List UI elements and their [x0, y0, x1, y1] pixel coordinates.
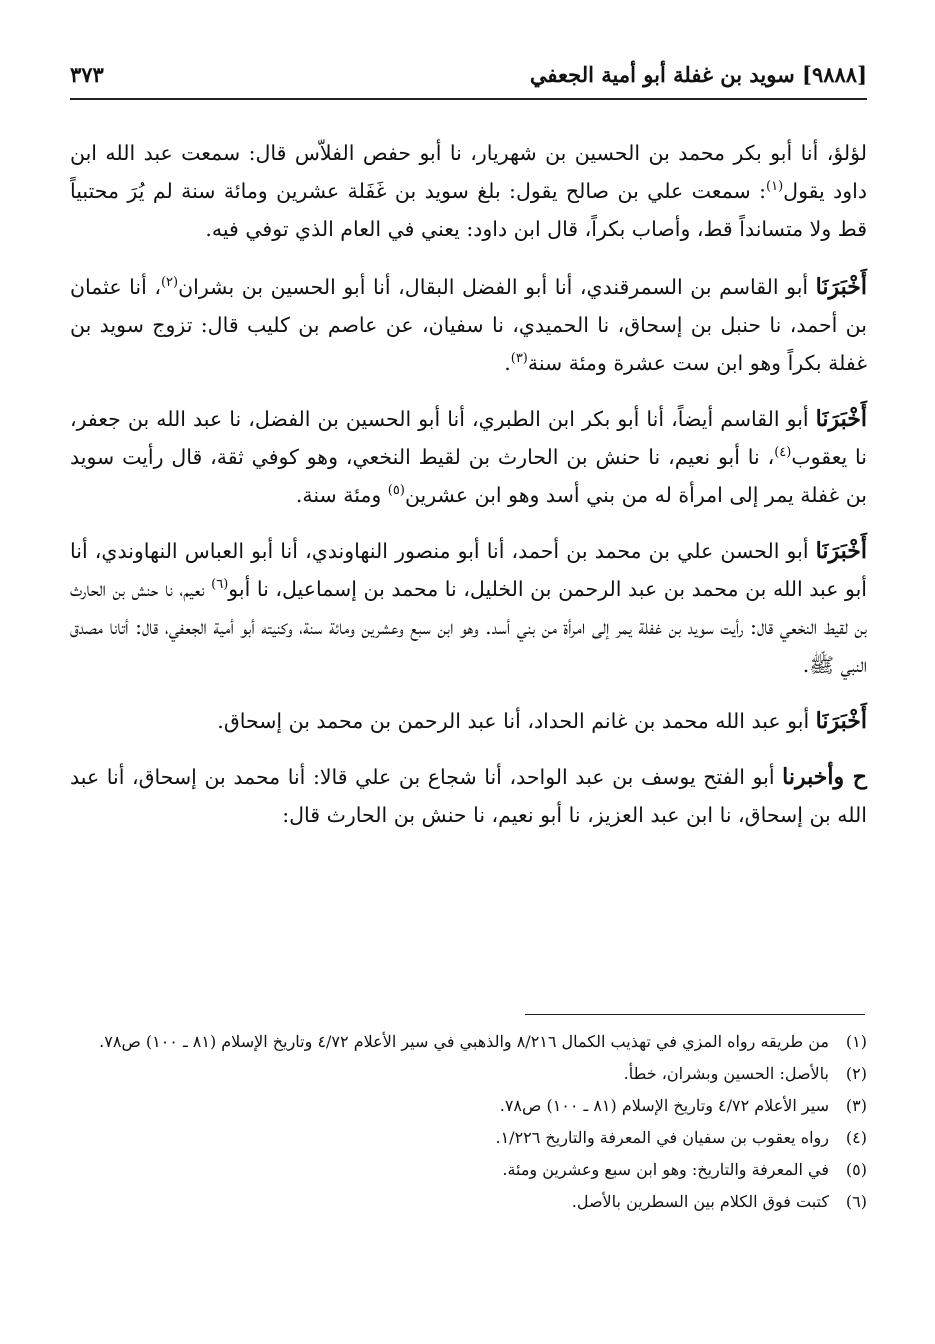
page-number: ٣٧٣: [70, 62, 104, 87]
footnote-text: رواه يعقوب بن سفيان في المعرفة والتاريخ ١/٢٢٦.: [495, 1128, 829, 1147]
footnote-text: بالأصل: الحسين وبشران، خطأ.: [623, 1064, 829, 1083]
footnote-ref: (٥): [387, 483, 405, 499]
paragraph-lead: أَخْبَرَنَا: [815, 708, 867, 734]
paragraph-lead: أَخْبَرَنَا: [815, 406, 867, 432]
running-header: [70, 62, 867, 96]
footnote-number: (٦): [845, 1192, 867, 1211]
footnote-text: سير الأعلام ٤/٧٢ وتاريخ الإسلام (٨١ ـ ١٠٠) ص٧٨.: [499, 1096, 829, 1115]
paragraph: [70, 268, 867, 382]
paragraph-text: أبو عبد الله محمد بن غانم الحداد، أنا عبد الرحمن بن محمد بن إسحاق.: [217, 709, 816, 733]
footnote: [70, 1092, 867, 1120]
footnote-number: (٢): [845, 1064, 867, 1083]
footnote: [70, 1188, 867, 1216]
paragraph-text: ، أنا عثمان بن أحمد، نا حنبل بن إسحاق، نا الحميدي، نا سفيان، عن عاصم بن كليب قال: تزوج سويد بن غفلة بكراً وهو ابن ست عشرة ومئة سنة: [70, 275, 867, 375]
footnote-ref: (٤): [774, 445, 792, 461]
paragraph-text: لؤلؤ، أنا أبو بكر محمد بن الحسين بن شهريار، نا أبو حفص الفلاّس قال: سمعت عبد الله ابن داود يقول: [70, 141, 867, 203]
paragraph-lead: أَخْبَرَنَا: [815, 538, 867, 564]
footnote: [70, 1028, 867, 1056]
footnote-rule: [525, 1014, 865, 1015]
paragraph-text: أبو القاسم أيضاً، أنا أبو بكر ابن الطبري، أنا أبو الحسين بن الفضل، نا عبد الله بن جعفر، نا يعقوب: [70, 407, 868, 469]
footnote-ref: (٦): [211, 577, 229, 593]
paragraph-text: ، نا أبو نعيم، نا حنش بن الحارث بن لقيط النخعي، وهو كوفي ثقة، قال رأيت سويد بن غفلة يمر إلى امرأة له من بني أسد وهو ابن عشرين: [70, 445, 867, 507]
paragraph-text: : سمعت علي بن صالح يقول: بلغ سويد بن غَفَلة عشرين ومائة سنة لم يُرَ محتبياً قط ولا متسانداً قط، وأصاب بكراً، قال ابن داود: يعني في العام الذي توفي فيه.: [70, 179, 867, 241]
footnote-ref: (٣): [510, 351, 528, 367]
footnotes: [70, 1028, 867, 1220]
paragraph-text: أبو الحسن علي بن محمد بن أحمد، أنا أبو منصور النهاوندي، أنا أبو العباس النهاوندي، أنا أبو عبد الله بن محمد بن عبد الرحمن بن الخليل، نا محمد بن إسماعيل، نا أبو: [70, 539, 867, 601]
footnote-number: (٥): [845, 1160, 867, 1179]
paragraph-lead: أَخْبَرَنَا: [815, 274, 867, 300]
footnote-text: كتبت فوق الكلام بين السطرين بالأصل.: [571, 1192, 829, 1211]
header-rule: [70, 98, 867, 100]
footnote-number: (١): [845, 1032, 867, 1051]
paragraph-text: .: [504, 351, 511, 375]
footnote-text: من طريقه رواه المزي في تهذيب الكمال ٨/٢١٦ والذهبي في سير الأعلام ٤/٧٢ وتاريخ الإسلام (٨١ ـ ١٠٠) ص٧٨.: [99, 1032, 829, 1051]
paragraph: [70, 532, 867, 684]
paragraph: [70, 400, 867, 514]
header-title: [٩٨٨٨] سويد بن غفلة أبو أمية الجعفي: [529, 62, 867, 87]
paragraph: [70, 134, 867, 248]
paragraph-text: ومئة سنة.: [295, 483, 388, 507]
footnote-number: (٣): [845, 1096, 867, 1115]
paragraph: [70, 702, 867, 740]
paragraph-text: نعيم، نا حنش بن الحارث بن لقيط النخعي قال: رأيت سويد بن غفلة يمر إلى امرأة من بني أسد. وهو ابن سبع وعشرين ومائة سنة، وكنيته أبو أمية الجعفي، قال: أتانا مصدق النبي ﷺ.: [70, 577, 867, 677]
paragraph-text: أبو الفتح يوسف بن عبد الواحد، أنا شجاع بن علي قالا: أنا محمد بن إسحاق، أنا عبد الله بن إسحاق، نا ابن عبد العزيز، نا أبو نعيم، نا حنش بن الحارث قال:: [70, 765, 867, 827]
footnote-number: (٤): [845, 1128, 867, 1147]
footnote-ref: (١): [766, 179, 784, 195]
main-text: [70, 134, 867, 852]
paragraph: [70, 758, 867, 834]
paragraph-lead: ح وأخبرنا: [782, 764, 867, 790]
paragraph-text: أبو القاسم بن السمرقندي، أنا أبو الفضل البقال، أنا أبو الحسين بن بشران: [178, 275, 816, 299]
footnote: [70, 1124, 867, 1152]
footnote-text: في المعرفة والتاريخ: وهو ابن سبع وعشرين ومئة.: [502, 1160, 829, 1179]
footnote-ref: (٢): [160, 275, 179, 291]
footnote: [70, 1156, 867, 1184]
footnote: [70, 1060, 867, 1088]
